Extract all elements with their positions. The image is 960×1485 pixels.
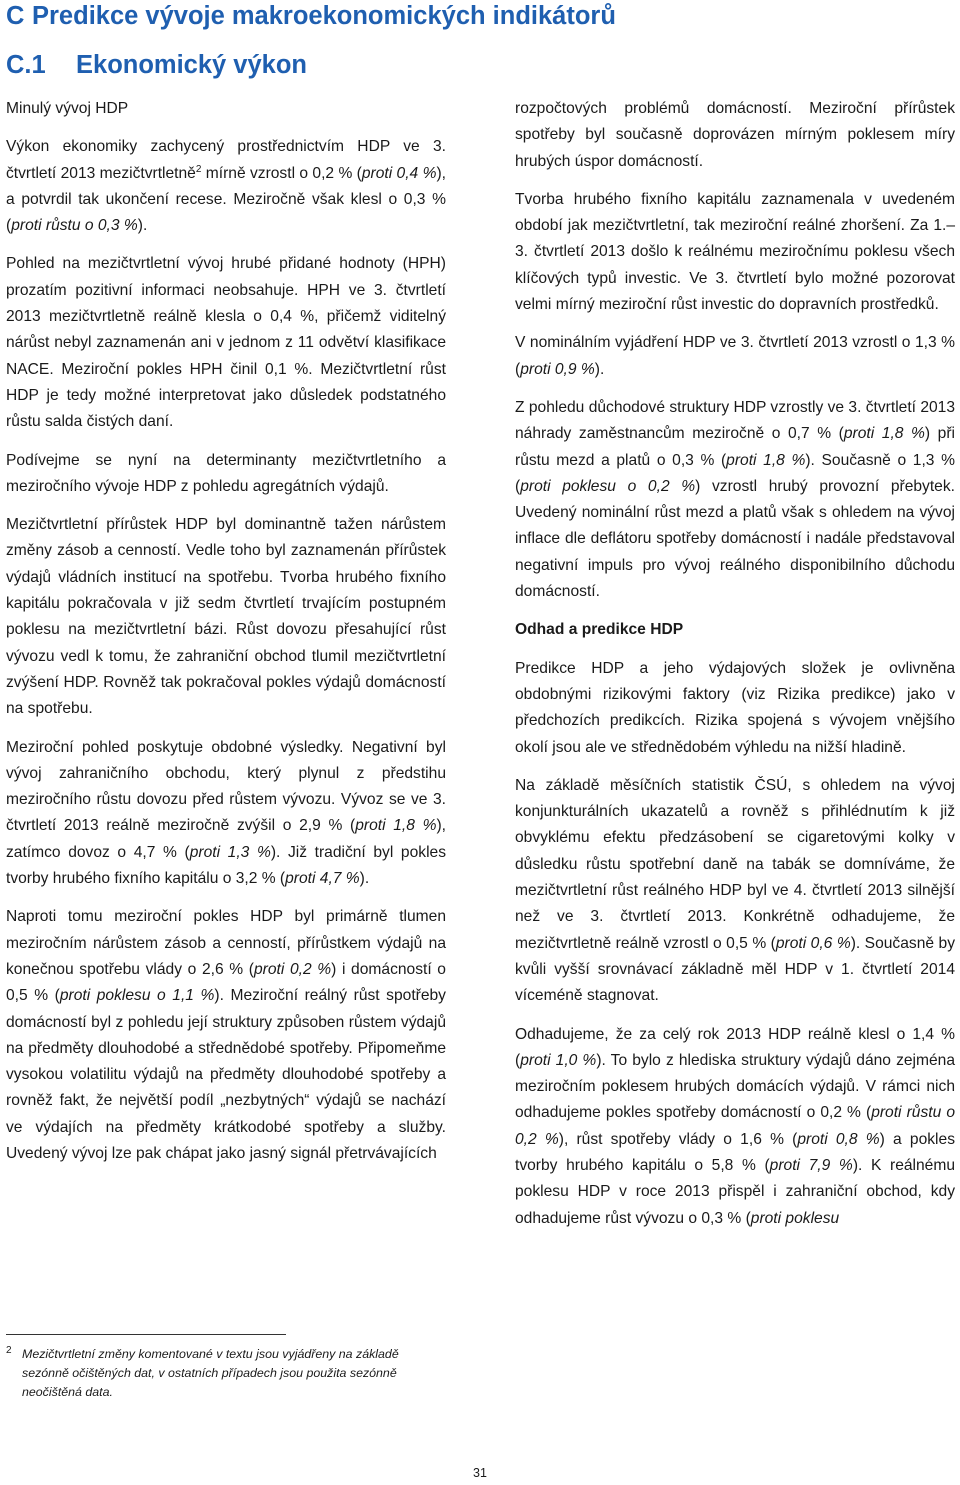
footnote-ref[interactable]: 2 xyxy=(195,163,202,175)
paragraph: Mezičtvrtletní přírůstek HDP byl dominantně tažen nárůstem změny zásob a cenností. Vedle toho byl zaznamenán přírůstek výdajů vládních institucí na spotřebu. Tvorba hrubého fixního kapitálu pokračovala v již sedm čtvrtletí trvajícím postupném poklesu na mezičtvrtletní bázi. Růst dovozu přesahující růst vývozu vedl k tomu, že zahraniční obchod tlumil mezičtvrtletní zvýšení HDP. Rovněž tak pokračoval pokles výdajů domácností na spotřebu. xyxy=(6,516,446,718)
paragraph: Na základě měsíčních statistik ČSÚ, s ohledem na vývoj konjunkturálních ukazatelů a rovněž s přihlédnutím k již obvyklému efektu předzásobení se cigaretovými kolky v důsledku růstu spotřební daně na tabák se domníváme, že mezičtvrtletní růst reálného HDP byl ve 4. čtvrtletí 2013 silnější než ve 3. čtvrtletí 2013. Konkrétně odhadujeme, že mezičtvrtletně reálně vzrostl o 0,5 % (proti 0,6 %). Současně by kvůli vyšší srovnávací základně měl HDP v 1. čtvrtletí 2014 víceméně stagnovat. xyxy=(515,776,955,1005)
paragraph: Tvorba hrubého fixního kapitálu zaznamenala v uvedeném období jak mezičtvrtletní, tak meziroční reálné zhoršení. Za 1.–3. čtvrtletí 2013 došlo k reálnému meziročnímu poklesu všech klíčových typů investic. Ve 3. čtvrtletí bylo možné pozorovat velmi mírný meziroční růst investic do dopravních prostředků. xyxy=(515,190,955,314)
chapter-number: C xyxy=(6,2,25,30)
footnote-number: 2 xyxy=(6,1345,12,1356)
section-title: Ekonomický výkon xyxy=(76,51,308,79)
paragraph: rozpočtových problémů domácností. Meziroční přírůstek spotřeby byl současně doprovázen mírným poklesem míry hrubých úspor domácností. xyxy=(515,100,955,170)
paragraph: Podívejme se nyní na determinanty mezičtvrtletního a meziročního vývoje HDP z pohledu agregátních výdajů. xyxy=(6,451,446,495)
right-column xyxy=(515,96,955,1244)
paragraph: Z pohledu důchodové struktury HDP vzrostly ve 3. čtvrtletí 2013 náhrady zaměstnancům meziročně o 0,7 % (proti 1,8 %) při růstu mezd a platů o 0,3 % (proti 1,8 %). Současně o 1,3 % (proti poklesu o 0,2 %) vzrostl hrubý provozní přebytek. Uvedený nominální růst mezd a platů však s ohledem na vývoj inflace dle deflátoru spotřeby domácností i nadále představoval negativní impuls pro vývoj reálného disponibilního důchodu domácností. xyxy=(515,398,956,601)
section-heading xyxy=(6,51,307,80)
paragraph: Odhadujeme, že za celý rok 2013 HDP reálně klesl o 1,4 % (proti 1,0 %). To bylo z hlediska struktury výdajů dáno zejména meziročním poklesem hrubých domácích výdajů. V rámci nich odhadujeme pokles spotřeby domácností o 0,2 % (proti růstu o 0,2 %), růst spotřeby vlády o 1,6 % (proti 0,8 %) a pokles tvorby hrubého kapitálu o 5,8 % (proti 7,9 %). K reálnému poklesu HDP v roce 2013 přispěl i zahraniční obchod, kdy odhadujeme růst vývozu o 0,3 % (proti poklesu xyxy=(515,1025,956,1227)
subheading-gdp-forecast: Odhad a predikce HDP xyxy=(515,621,684,639)
paragraph: V nominálním vyjádření HDP ve 3. čtvrtletí 2013 vzrostl o 1,3 % (proti 0,9 %). xyxy=(515,334,955,378)
paragraph: Výkon ekonomiky zachycený prostřednictvím HDP ve 3. čtvrtletí 2013 mezičtvrtletně$^2$ mírně vzrostl o 0,2 % (proti 0,4 %), a potvrdil tak ukončení recese. Meziročně však klesl o 0,3 % (proti růstu o 0,3 %). xyxy=(6,138,446,235)
page-number: 31 xyxy=(473,1466,487,1480)
paragraph: Meziroční pohled poskytuje obdobné výsledky. Negativní byl vývoj zahraničního obchodu, který plynul z předstihu meziročního růstu dovozu před růstem vývozu. Vývoz se ve 3. čtvrtletí 2013 reálně meziročně zvýšil o 2,9 % (proti 1,8 %), zatímco dovoz o 4,7 % (proti 1,3 %). Již tradiční byl pokles tvorby hrubého fixního kapitálu o 3,2 % (proti 4,7 %). xyxy=(6,738,447,888)
section-number: C.1 xyxy=(6,51,46,79)
chapter-title: Predikce vývoje makroekonomických indikátorů xyxy=(32,2,616,30)
paragraph: Predikce HDP a jeho výdajových složek je ovlivněna obdobnými rizikovými faktory (viz Rizika predikce) jako v předchozích predikcích. Rizika spojená s vývojem vnějšího okolí jsou ale ve střednědobém výhledu na nižší hladině. xyxy=(515,659,955,756)
footnote-text: Mezičtvrtletní změny komentované v textu jsou vyjádřeny na základě sezónně očištěných dat, v ostatních případech jsou použita sezónně neočištěná data. xyxy=(22,1347,399,1399)
left-column xyxy=(6,96,446,1179)
paragraph: Naproti tomu meziroční pokles HDP byl primárně tlumen meziročním nárůstem zásob a cenností, přírůstkem výdajů na konečnou spotřebu vlády o 2,6 % (proti 0,2 %) i domácností o 0,5 % (proti poklesu o 1,1 %). Meziroční reálný růst spotřeby domácností byl z pohledu její struktury způsoben růstem výdajů na předměty dlouhodobé a střednědobé spotřeby. Připomeňme vysokou volatilitu výdajů na předměty dlouhodobé spotřeby a rovněž fakt, že největší podíl „nezbytných“ výdajů se nachází ve výdajích na předměty krátkodobé spotřeby a služby. Uvedený vývoj lze pak chápat jako jasný signál přetrvávajících xyxy=(6,908,446,1162)
footnote-divider xyxy=(6,1334,286,1335)
footnote xyxy=(6,1345,446,1402)
chapter-heading xyxy=(6,2,616,31)
subheading-past-gdp: Minulý vývoj HDP xyxy=(6,100,129,117)
paragraph: Pohled na mezičtvrtletní vývoj hrubé přidané hodnoty (HPH) prozatím pozitivní informaci neobsahuje. HPH ve 3. čtvrtletí 2013 mezičtvrtletně reálně klesla o 0,4 %, přičemž viditelný nárůst nebyl zaznamenán ani v jednom z 11 odvětví klasifikace NACE. Meziroční pokles HPH činil 0,1 %. Mezičtvrtletní růst HDP je tedy možné interpretovat jako důsledek podstatného růstu salda čistých daní. xyxy=(6,255,446,431)
